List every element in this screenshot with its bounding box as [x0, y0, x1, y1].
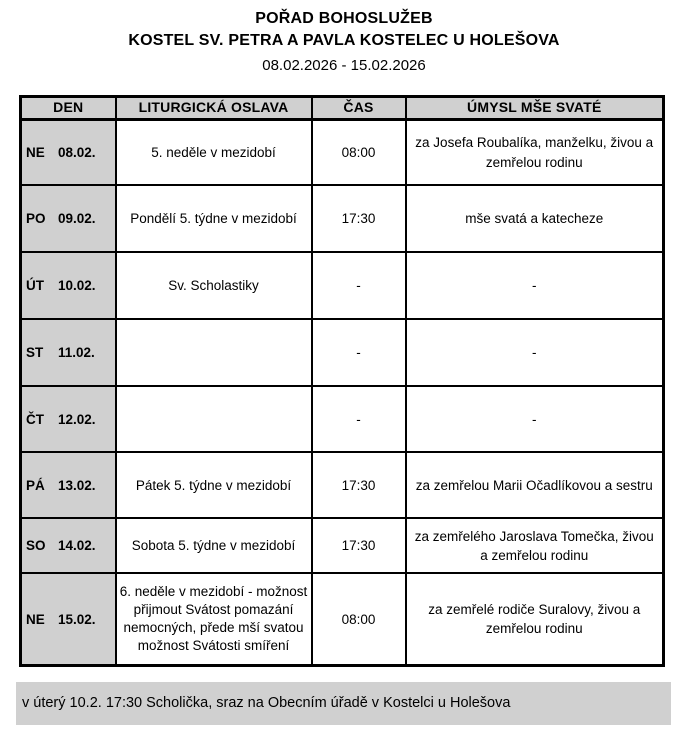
table-row — [21, 319, 664, 386]
col-header-liturgicka-oslava: LITURGICKÁ OSLAVA — [116, 97, 312, 120]
intention-cell: mše svatá a katecheze — [406, 185, 664, 252]
table-row — [21, 573, 664, 665]
intention-cell: za zemřelou Marii Očadlíkovou a sestru — [406, 452, 664, 518]
time-cell: 17:30 — [312, 185, 406, 252]
day-abbr: SO — [26, 538, 46, 554]
schedule-table — [19, 95, 665, 667]
col-header-den: DEN — [21, 97, 116, 120]
table-row — [21, 252, 664, 319]
day-cell — [21, 119, 116, 185]
day-date: 10.02. — [58, 278, 96, 294]
time-cell: 17:30 — [312, 452, 406, 518]
celebration-cell: 6. neděle v mezidobí - možnost přijmout Svátost pomazání nemocných, přede mší svatou možnost Svátosti smíření — [116, 573, 312, 665]
page-title: POŘAD BOHOSLUŽEB — [255, 10, 433, 27]
time-cell: 17:30 — [312, 518, 406, 573]
time-cell: - — [312, 386, 406, 452]
celebration-cell: Pátek 5. týdne v mezidobí — [116, 452, 312, 518]
day-date: 08.02. — [58, 145, 96, 161]
intention-cell: za zemřelé rodiče Suralovy, živou a zemřelou rodinu — [406, 573, 664, 665]
day-abbr: ČT — [26, 411, 44, 427]
celebration-cell: 5. neděle v mezidobí — [116, 119, 312, 185]
day-cell — [21, 573, 116, 665]
announcement-text: v úterý 10.2. 17:30 Scholička, sraz na Obecním úřadě v Kostelci u Holešova — [22, 695, 511, 712]
day-cell — [21, 252, 116, 319]
day-abbr: PÁ — [26, 477, 45, 493]
table-row — [21, 386, 664, 452]
day-cell — [21, 452, 116, 518]
table-row — [21, 452, 664, 518]
table-row — [21, 518, 664, 573]
day-cell — [21, 518, 116, 573]
celebration-cell — [116, 319, 312, 386]
time-cell: 08:00 — [312, 573, 406, 665]
celebration-cell: Sv. Scholastiky — [116, 252, 312, 319]
time-cell: - — [312, 319, 406, 386]
table-row — [21, 119, 664, 185]
day-date: 13.02. — [58, 477, 96, 493]
celebration-cell — [116, 386, 312, 452]
church-name: KOSTEL SV. PETRA A PAVLA KOSTELEC U HOLEŠOVA — [128, 32, 560, 49]
day-abbr: ÚT — [26, 278, 44, 294]
day-abbr: NE — [26, 611, 45, 627]
announcement-bar — [16, 682, 671, 725]
day-cell — [21, 319, 116, 386]
day-date: 15.02. — [58, 611, 96, 627]
day-cell — [21, 185, 116, 252]
intention-cell: - — [406, 252, 664, 319]
day-date: 12.02. — [58, 411, 96, 427]
title-block — [0, 10, 688, 74]
table-row — [21, 185, 664, 252]
time-cell: 08:00 — [312, 119, 406, 185]
date-range: 08.02.2026 - 15.02.2026 — [262, 57, 426, 74]
day-cell — [21, 386, 116, 452]
intention-cell: - — [406, 319, 664, 386]
intention-cell: - — [406, 386, 664, 452]
day-abbr: NE — [26, 145, 45, 161]
header-row — [21, 97, 664, 120]
time-cell: - — [312, 252, 406, 319]
col-header-cas: ČAS — [312, 97, 406, 120]
day-abbr: ST — [26, 345, 44, 361]
day-abbr: PO — [26, 211, 46, 227]
celebration-cell: Pondělí 5. týdne v mezidobí — [116, 185, 312, 252]
col-header-umysl: ÚMYSL MŠE SVATÉ — [406, 97, 664, 120]
intention-cell: za Josefa Roubalíka, manželku, živou a zemřelou rodinu — [406, 119, 664, 185]
intention-cell: za zemřelého Jaroslava Tomečka, živou a zemřelou rodinu — [406, 518, 664, 573]
day-date: 14.02. — [58, 538, 96, 554]
day-date: 11.02. — [58, 345, 95, 361]
day-date: 09.02. — [58, 211, 96, 227]
celebration-cell: Sobota 5. týdne v mezidobí — [116, 518, 312, 573]
